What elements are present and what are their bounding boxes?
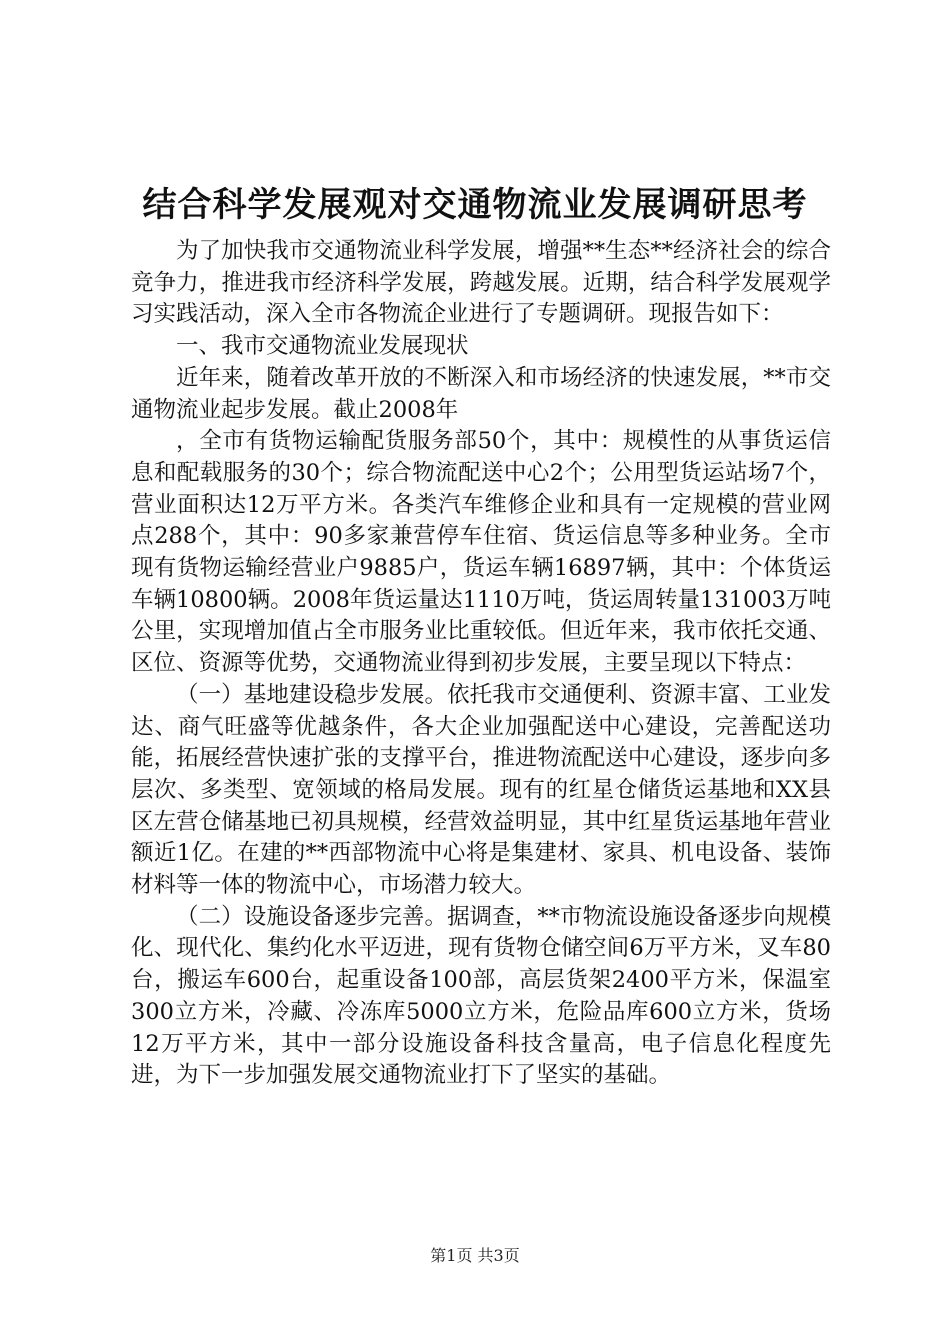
subsection-paragraph: （一）基地建设稳步发展。依托我市交通便利、资源丰富、工业发达、商气旺盛等优越条件，各大企业加强配送中心建设，完善配送功能，拓展经营快速扩张的支撑平台，推进物流配送中心建设，逐步向多层次、多类型、宽领域的格局发展。现有的红星仓储货运基地和XX县区左营仓储基地已初具规模，经营效益明显，其中红星货运基地年营业额近1亿。在建的**西部物流中心将是集建材、家具、机电设备、装饰材料等一体的物流中心，市场潜力较大。	[131, 681, 831, 899]
body-paragraph: 近年来，随着改革开放的不断深入和市场经济的快速发展，**市交通物流业起步发展。截止2008年	[131, 364, 831, 423]
body-paragraph: ，全市有货物运输配货服务部50个，其中：规模性的从事货运信息和配载服务的30个；综合物流配送中心2个；公用型货运站场7个，营业面积达12万平方米。各类汽车维修企业和具有一定规模的营业网点288个，其中：90多家兼营停车住宿、货运信息等多种业务。全市现有货物运输经营业户9885户，货运车辆16897辆，其中：个体货运车辆10800辆。2008年货运量达1110万吨，货运周转量131003万吨公里，实现增加值占全市服务业比重较低。但近年来，我市依托交通、区位、资源等优势，交通物流业得到初步发展，主要呈现以下特点：	[131, 428, 831, 677]
subsection-paragraph: （二）设施设备逐步完善。据调查，**市物流设施设备逐步向规模化、现代化、集约化水平迈进，现有货物仓储空间6万平方米，叉车80台，搬运车600台，起重设备100部，高层货架2400平方米，保温室300立方米，冷藏、冷冻库5000立方米，危险品库600立方米，货场12万平方米，其中一部分设施设备科技含量高，电子信息化程度先进，为下一步加强发展交通物流业打下了坚实的基础。	[131, 903, 831, 1089]
section-heading: 一、我市交通物流业发展现状	[176, 333, 469, 360]
document-title: 结合科学发展观对交通物流业发展调研思考	[142, 185, 808, 225]
intro-paragraph: 为了加快我市交通物流业科学发展，增强**生态**经济社会的综合竞争力，推进我市经济科学发展，跨越发展。近期，结合科学发展观学习实践活动，深入全市各物流企业进行了专题调研。现报告如下：	[131, 238, 831, 328]
document-body	[131, 236, 831, 1092]
page-footer: 第1页 共3页	[430, 1246, 520, 1265]
